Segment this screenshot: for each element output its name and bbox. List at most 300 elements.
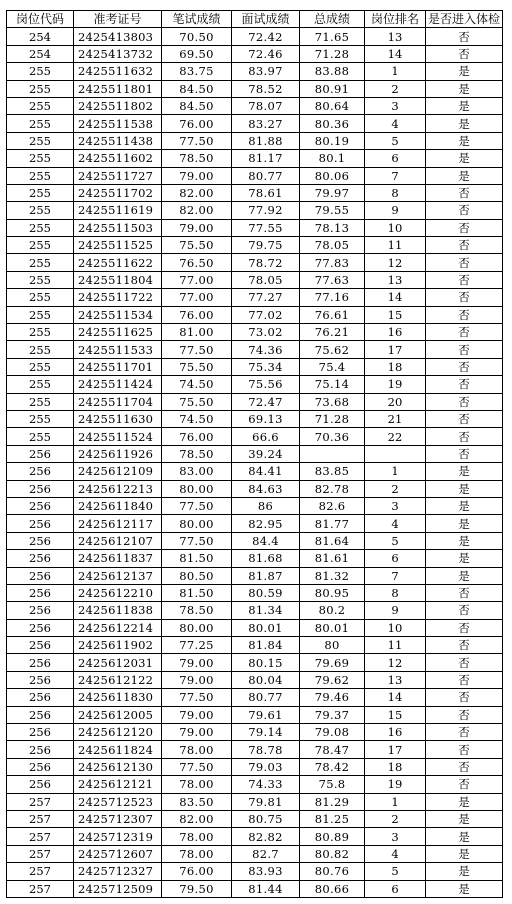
medical-exam-cell: 否 <box>426 289 503 306</box>
position-code-cell: 255 <box>7 358 74 375</box>
position-rank-cell: 5 <box>365 532 426 549</box>
written-score-cell: 77.50 <box>162 132 232 149</box>
medical-exam-cell: 否 <box>426 219 503 236</box>
total-score-cell: 79.97 <box>300 184 365 201</box>
written-score-cell: 81.50 <box>162 584 232 601</box>
position-rank-cell: 7 <box>365 567 426 584</box>
total-score-cell: 78.47 <box>300 741 365 758</box>
medical-exam-cell: 否 <box>426 306 503 323</box>
interview-score-cell: 78.52 <box>232 80 300 97</box>
total-score-cell: 81.77 <box>300 515 365 532</box>
position-code-cell: 255 <box>7 150 74 167</box>
medical-exam-cell: 否 <box>426 410 503 427</box>
position-code-cell: 255 <box>7 184 74 201</box>
table-row <box>7 845 503 862</box>
medical-exam-cell: 否 <box>426 202 503 219</box>
table-row <box>7 776 503 793</box>
admission-number-cell: 2425611837 <box>74 550 162 567</box>
total-score-cell: 83.88 <box>300 63 365 80</box>
table-row <box>7 410 503 427</box>
interview-score-cell: 79.81 <box>232 793 300 810</box>
written-score-cell: 75.50 <box>162 393 232 410</box>
medical-exam-cell: 是 <box>426 115 503 132</box>
position-code-cell: 256 <box>7 776 74 793</box>
header-position-rank: 岗位排名 <box>365 11 426 28</box>
position-code-cell: 256 <box>7 637 74 654</box>
total-score-cell: 73.68 <box>300 393 365 410</box>
position-code-cell: 255 <box>7 271 74 288</box>
position-rank-cell: 7 <box>365 167 426 184</box>
position-code-cell: 256 <box>7 463 74 480</box>
written-score-cell: 76.00 <box>162 428 232 445</box>
interview-score-cell: 72.42 <box>232 28 300 45</box>
written-score-cell: 79.50 <box>162 880 232 897</box>
position-code-cell: 256 <box>7 567 74 584</box>
written-score-cell: 84.50 <box>162 80 232 97</box>
total-score-cell: 76.21 <box>300 324 365 341</box>
total-score-cell: 81.29 <box>300 793 365 810</box>
interview-score-cell: 83.97 <box>232 63 300 80</box>
interview-score-cell: 81.44 <box>232 880 300 897</box>
interview-score-cell: 75.34 <box>232 358 300 375</box>
medical-exam-cell: 是 <box>426 567 503 584</box>
total-score-cell: 80.1 <box>300 150 365 167</box>
admission-number-cell: 2425612214 <box>74 619 162 636</box>
table-row <box>7 810 503 827</box>
table-row <box>7 463 503 480</box>
position-rank-cell: 21 <box>365 410 426 427</box>
interview-score-cell: 79.14 <box>232 724 300 741</box>
table-row <box>7 237 503 254</box>
written-score-cell: 78.50 <box>162 445 232 462</box>
admission-number-cell: 2425511630 <box>74 410 162 427</box>
medical-exam-cell: 否 <box>426 584 503 601</box>
written-score-cell: 74.50 <box>162 376 232 393</box>
position-rank-cell: 17 <box>365 341 426 358</box>
admission-number-cell: 2425712327 <box>74 863 162 880</box>
admission-number-cell: 2425511503 <box>74 219 162 236</box>
table-row <box>7 63 503 80</box>
written-score-cell: 83.50 <box>162 793 232 810</box>
position-rank-cell: 4 <box>365 515 426 532</box>
medical-exam-cell: 否 <box>426 254 503 271</box>
written-score-cell: 76.00 <box>162 863 232 880</box>
position-rank-cell: 8 <box>365 184 426 201</box>
position-rank-cell: 13 <box>365 271 426 288</box>
total-score-cell: 80.19 <box>300 132 365 149</box>
medical-exam-cell: 是 <box>426 132 503 149</box>
position-code-cell: 254 <box>7 45 74 62</box>
total-score-cell: 79.69 <box>300 654 365 671</box>
table-row <box>7 376 503 393</box>
medical-exam-cell: 是 <box>426 150 503 167</box>
table-row <box>7 306 503 323</box>
table-row <box>7 706 503 723</box>
medical-exam-cell: 否 <box>426 602 503 619</box>
total-score-cell: 80.89 <box>300 828 365 845</box>
written-score-cell: 82.00 <box>162 184 232 201</box>
position-code-cell: 255 <box>7 97 74 114</box>
interview-score-cell: 78.72 <box>232 254 300 271</box>
table-row <box>7 602 503 619</box>
written-score-cell: 79.00 <box>162 219 232 236</box>
interview-score-cell: 77.27 <box>232 289 300 306</box>
total-score-cell: 80.06 <box>300 167 365 184</box>
written-score-cell: 79.00 <box>162 167 232 184</box>
position-rank-cell: 19 <box>365 776 426 793</box>
medical-exam-cell: 是 <box>426 793 503 810</box>
table-row <box>7 80 503 97</box>
interview-score-cell: 72.46 <box>232 45 300 62</box>
table-row <box>7 671 503 688</box>
total-score-cell: 80.91 <box>300 80 365 97</box>
position-code-cell: 255 <box>7 341 74 358</box>
admission-number-cell: 2425612107 <box>74 532 162 549</box>
position-rank-cell: 6 <box>365 880 426 897</box>
total-score-cell <box>300 445 365 462</box>
admission-number-cell: 2425612210 <box>74 584 162 601</box>
position-code-cell: 257 <box>7 845 74 862</box>
position-rank-cell: 2 <box>365 480 426 497</box>
medical-exam-cell: 否 <box>426 45 503 62</box>
admission-number-cell: 2425511727 <box>74 167 162 184</box>
position-code-cell: 255 <box>7 393 74 410</box>
written-score-cell: 82.00 <box>162 202 232 219</box>
medical-exam-cell: 是 <box>426 63 503 80</box>
header-position-code: 岗位代码 <box>7 11 74 28</box>
position-code-cell: 255 <box>7 167 74 184</box>
table-row <box>7 689 503 706</box>
written-score-cell: 79.00 <box>162 671 232 688</box>
total-score-cell: 71.65 <box>300 28 365 45</box>
total-score-cell: 79.37 <box>300 706 365 723</box>
score-table <box>6 10 503 898</box>
position-rank-cell: 9 <box>365 602 426 619</box>
total-score-cell: 81.25 <box>300 810 365 827</box>
written-score-cell: 76.00 <box>162 115 232 132</box>
position-code-cell: 255 <box>7 306 74 323</box>
total-score-cell: 81.61 <box>300 550 365 567</box>
table-row <box>7 202 503 219</box>
written-score-cell: 79.00 <box>162 654 232 671</box>
position-code-cell: 255 <box>7 237 74 254</box>
position-rank-cell: 15 <box>365 306 426 323</box>
position-rank-cell: 17 <box>365 741 426 758</box>
medical-exam-cell: 否 <box>426 358 503 375</box>
medical-exam-cell: 否 <box>426 637 503 654</box>
admission-number-cell: 2425511619 <box>74 202 162 219</box>
interview-score-cell: 79.75 <box>232 237 300 254</box>
admission-number-cell: 2425511801 <box>74 80 162 97</box>
position-code-cell: 255 <box>7 63 74 80</box>
position-code-cell: 257 <box>7 863 74 880</box>
header-written-score: 笔试成绩 <box>162 11 232 28</box>
written-score-cell: 77.00 <box>162 289 232 306</box>
admission-number-cell: 2425712319 <box>74 828 162 845</box>
admission-number-cell: 2425611830 <box>74 689 162 706</box>
medical-exam-cell: 否 <box>426 619 503 636</box>
position-code-cell: 256 <box>7 584 74 601</box>
total-score-cell: 81.64 <box>300 532 365 549</box>
written-score-cell: 77.50 <box>162 758 232 775</box>
table-row <box>7 219 503 236</box>
written-score-cell: 77.00 <box>162 271 232 288</box>
medical-exam-cell: 否 <box>426 689 503 706</box>
total-score-cell: 79.55 <box>300 202 365 219</box>
medical-exam-cell: 否 <box>426 758 503 775</box>
total-score-cell: 77.83 <box>300 254 365 271</box>
interview-score-cell: 80.04 <box>232 671 300 688</box>
position-code-cell: 256 <box>7 550 74 567</box>
total-score-cell: 78.05 <box>300 237 365 254</box>
position-rank-cell: 5 <box>365 132 426 149</box>
admission-number-cell: 2425612031 <box>74 654 162 671</box>
position-code-cell: 256 <box>7 706 74 723</box>
total-score-cell: 78.13 <box>300 219 365 236</box>
total-score-cell: 81.32 <box>300 567 365 584</box>
total-score-cell: 80.82 <box>300 845 365 862</box>
position-rank-cell: 6 <box>365 150 426 167</box>
position-rank-cell: 2 <box>365 80 426 97</box>
total-score-cell: 76.61 <box>300 306 365 323</box>
position-code-cell: 255 <box>7 115 74 132</box>
position-rank-cell: 16 <box>365 724 426 741</box>
written-score-cell: 79.00 <box>162 706 232 723</box>
total-score-cell: 71.28 <box>300 410 365 427</box>
total-score-cell: 83.85 <box>300 463 365 480</box>
admission-number-cell: 2425712523 <box>74 793 162 810</box>
table-row <box>7 828 503 845</box>
admission-number-cell: 2425511602 <box>74 150 162 167</box>
medical-exam-cell: 是 <box>426 463 503 480</box>
position-rank-cell: 18 <box>365 758 426 775</box>
medical-exam-cell: 否 <box>426 341 503 358</box>
position-rank-cell: 3 <box>365 828 426 845</box>
admission-number-cell: 2425611926 <box>74 445 162 462</box>
medical-exam-cell: 是 <box>426 828 503 845</box>
medical-exam-cell: 是 <box>426 515 503 532</box>
total-score-cell: 70.36 <box>300 428 365 445</box>
position-code-cell: 256 <box>7 741 74 758</box>
admission-number-cell: 2425612137 <box>74 567 162 584</box>
table-row <box>7 515 503 532</box>
written-score-cell: 76.00 <box>162 306 232 323</box>
written-score-cell: 77.50 <box>162 689 232 706</box>
total-score-cell: 82.6 <box>300 497 365 514</box>
written-score-cell: 80.00 <box>162 480 232 497</box>
written-score-cell: 82.00 <box>162 810 232 827</box>
position-code-cell: 256 <box>7 532 74 549</box>
position-rank-cell: 19 <box>365 376 426 393</box>
admission-number-cell: 2425511625 <box>74 324 162 341</box>
admission-number-cell: 2425612130 <box>74 758 162 775</box>
interview-score-cell: 78.07 <box>232 97 300 114</box>
interview-score-cell: 79.61 <box>232 706 300 723</box>
position-rank-cell: 16 <box>365 324 426 341</box>
table-row <box>7 567 503 584</box>
admission-number-cell: 2425511538 <box>74 115 162 132</box>
position-code-cell: 255 <box>7 289 74 306</box>
table-row <box>7 254 503 271</box>
table-row <box>7 584 503 601</box>
table-row <box>7 497 503 514</box>
interview-score-cell: 84.4 <box>232 532 300 549</box>
position-code-cell: 257 <box>7 828 74 845</box>
admission-number-cell: 2425611824 <box>74 741 162 758</box>
position-code-cell: 254 <box>7 28 74 45</box>
total-score-cell: 80.01 <box>300 619 365 636</box>
position-rank-cell: 12 <box>365 654 426 671</box>
admission-number-cell: 2425712607 <box>74 845 162 862</box>
medical-exam-cell: 否 <box>426 324 503 341</box>
medical-exam-cell: 否 <box>426 776 503 793</box>
position-rank-cell: 15 <box>365 706 426 723</box>
table-row <box>7 184 503 201</box>
table-row <box>7 480 503 497</box>
admission-number-cell: 2425511524 <box>74 428 162 445</box>
interview-score-cell: 81.87 <box>232 567 300 584</box>
total-score-cell: 80.36 <box>300 115 365 132</box>
position-code-cell: 255 <box>7 428 74 445</box>
interview-score-cell: 81.17 <box>232 150 300 167</box>
total-score-cell: 75.8 <box>300 776 365 793</box>
written-score-cell: 80.50 <box>162 567 232 584</box>
position-rank-cell: 1 <box>365 463 426 480</box>
table-row <box>7 97 503 114</box>
interview-score-cell: 80.15 <box>232 654 300 671</box>
admission-number-cell: 2425511438 <box>74 132 162 149</box>
written-score-cell: 78.00 <box>162 741 232 758</box>
written-score-cell: 84.50 <box>162 97 232 114</box>
position-rank-cell: 18 <box>365 358 426 375</box>
header-admission-number: 准考证号 <box>74 11 162 28</box>
position-rank-cell: 13 <box>365 671 426 688</box>
header-total-score: 总成绩 <box>300 11 365 28</box>
admission-number-cell: 2425511702 <box>74 184 162 201</box>
medical-exam-cell: 否 <box>426 445 503 462</box>
medical-exam-cell: 是 <box>426 810 503 827</box>
admission-number-cell: 2425612005 <box>74 706 162 723</box>
position-rank-cell: 11 <box>365 637 426 654</box>
admission-number-cell: 2425511525 <box>74 237 162 254</box>
position-code-cell: 255 <box>7 376 74 393</box>
medical-exam-cell: 是 <box>426 167 503 184</box>
written-score-cell: 78.50 <box>162 150 232 167</box>
position-rank-cell: 14 <box>365 289 426 306</box>
position-code-cell: 255 <box>7 324 74 341</box>
interview-score-cell: 81.68 <box>232 550 300 567</box>
interview-score-cell: 78.61 <box>232 184 300 201</box>
written-score-cell: 80.00 <box>162 619 232 636</box>
position-code-cell: 256 <box>7 671 74 688</box>
admission-number-cell: 2425511802 <box>74 97 162 114</box>
medical-exam-cell: 是 <box>426 532 503 549</box>
written-score-cell: 69.50 <box>162 45 232 62</box>
medical-exam-cell: 是 <box>426 845 503 862</box>
medical-exam-cell: 否 <box>426 28 503 45</box>
written-score-cell: 75.50 <box>162 237 232 254</box>
admission-number-cell: 2425511534 <box>74 306 162 323</box>
position-rank-cell: 3 <box>365 97 426 114</box>
interview-score-cell: 39.24 <box>232 445 300 462</box>
position-code-cell: 255 <box>7 80 74 97</box>
position-rank-cell: 12 <box>365 254 426 271</box>
admission-number-cell: 2425511533 <box>74 341 162 358</box>
admission-number-cell: 2425612213 <box>74 480 162 497</box>
admission-number-cell: 2425612109 <box>74 463 162 480</box>
position-code-cell: 256 <box>7 445 74 462</box>
medical-exam-cell: 否 <box>426 428 503 445</box>
written-score-cell: 83.00 <box>162 463 232 480</box>
interview-score-cell: 80.77 <box>232 167 300 184</box>
admission-number-cell: 2425612121 <box>74 776 162 793</box>
admission-number-cell: 2425611902 <box>74 637 162 654</box>
medical-exam-cell: 否 <box>426 654 503 671</box>
admission-number-cell: 2425511632 <box>74 63 162 80</box>
position-code-cell: 255 <box>7 202 74 219</box>
table-row <box>7 758 503 775</box>
position-code-cell: 256 <box>7 602 74 619</box>
written-score-cell: 81.00 <box>162 324 232 341</box>
interview-score-cell: 81.88 <box>232 132 300 149</box>
table-row <box>7 115 503 132</box>
interview-score-cell: 72.47 <box>232 393 300 410</box>
interview-score-cell: 82.95 <box>232 515 300 532</box>
interview-score-cell: 77.92 <box>232 202 300 219</box>
interview-score-cell: 81.84 <box>232 637 300 654</box>
table-row <box>7 880 503 897</box>
medical-exam-cell: 否 <box>426 271 503 288</box>
position-rank-cell: 4 <box>365 115 426 132</box>
total-score-cell: 80.95 <box>300 584 365 601</box>
admission-number-cell: 2425511424 <box>74 376 162 393</box>
position-rank-cell: 10 <box>365 219 426 236</box>
admission-number-cell: 2425511722 <box>74 289 162 306</box>
interview-score-cell: 73.02 <box>232 324 300 341</box>
interview-score-cell: 83.27 <box>232 115 300 132</box>
written-score-cell: 74.50 <box>162 410 232 427</box>
total-score-cell: 80 <box>300 637 365 654</box>
total-score-cell: 82.78 <box>300 480 365 497</box>
admission-number-cell: 2425611838 <box>74 602 162 619</box>
table-row <box>7 271 503 288</box>
table-row <box>7 358 503 375</box>
position-code-cell: 255 <box>7 219 74 236</box>
table-row <box>7 28 503 45</box>
table-row <box>7 45 503 62</box>
position-code-cell: 256 <box>7 497 74 514</box>
position-rank-cell: 8 <box>365 584 426 601</box>
admission-number-cell: 2425611840 <box>74 497 162 514</box>
written-score-cell: 79.00 <box>162 724 232 741</box>
medical-exam-cell: 是 <box>426 880 503 897</box>
interview-score-cell: 82.7 <box>232 845 300 862</box>
total-score-cell: 71.28 <box>300 45 365 62</box>
table-row <box>7 150 503 167</box>
total-score-cell: 79.62 <box>300 671 365 688</box>
interview-score-cell: 69.13 <box>232 410 300 427</box>
position-rank-cell: 14 <box>365 45 426 62</box>
position-rank-cell: 9 <box>365 202 426 219</box>
position-rank-cell: 1 <box>365 793 426 810</box>
position-rank-cell: 3 <box>365 497 426 514</box>
position-code-cell: 256 <box>7 654 74 671</box>
total-score-cell: 77.16 <box>300 289 365 306</box>
total-score-cell: 77.63 <box>300 271 365 288</box>
total-score-cell: 79.46 <box>300 689 365 706</box>
total-score-cell: 75.14 <box>300 376 365 393</box>
admission-number-cell: 2425511704 <box>74 393 162 410</box>
